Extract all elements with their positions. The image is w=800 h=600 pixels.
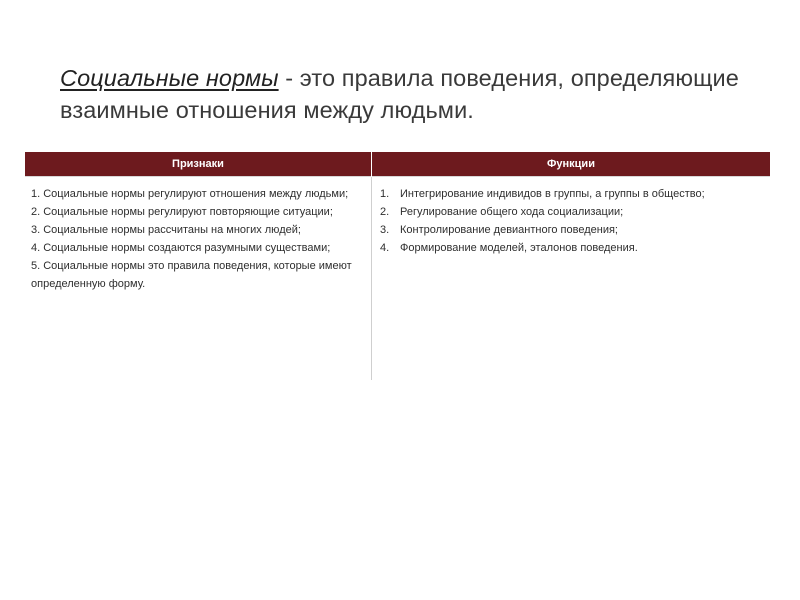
slide-heading xyxy=(60,62,760,126)
function-item xyxy=(380,221,764,239)
table-header-row xyxy=(25,152,770,177)
functions-cell xyxy=(372,177,771,381)
function-number: 4. xyxy=(380,242,390,254)
function-number: 1. xyxy=(380,188,390,200)
header-signs: Признаки xyxy=(25,152,372,177)
function-text: Формирование моделей, эталонов поведения. xyxy=(400,242,638,254)
norms-table xyxy=(25,152,770,380)
heading-definition: - это правила поведения, определяющие взаимные отношения между людьми. xyxy=(60,65,739,123)
function-item xyxy=(380,203,764,221)
function-text: Регулирование общего хода социализации; xyxy=(400,206,624,218)
function-item xyxy=(380,185,764,203)
header-functions: Функции xyxy=(372,152,771,177)
function-text: Интегрирование индивидов в группы, а группы в общество; xyxy=(400,188,705,200)
function-number: 3. xyxy=(380,224,390,236)
heading-term: Социальные нормы xyxy=(60,65,279,91)
sign-item: 5. Социальные нормы это правила поведения, которые имеют определенную форму. xyxy=(31,260,352,290)
signs-list xyxy=(31,185,367,293)
signs-cell xyxy=(25,177,372,381)
sign-item: 3. Социальные нормы рассчитаны на многих людей; xyxy=(31,224,301,236)
sign-item: 4. Социальные нормы создаются разумными существами; xyxy=(31,242,331,254)
functions-list xyxy=(378,185,764,257)
sign-item: 1. Социальные нормы регулируют отношения между людьми; xyxy=(31,188,349,200)
table-body-row xyxy=(25,177,770,381)
function-number: 2. xyxy=(380,206,390,218)
function-item xyxy=(380,239,764,257)
sign-item: 2. Социальные нормы регулируют повторяющие ситуации; xyxy=(31,206,333,218)
function-text: Контролирование девиантного поведения; xyxy=(400,224,618,236)
